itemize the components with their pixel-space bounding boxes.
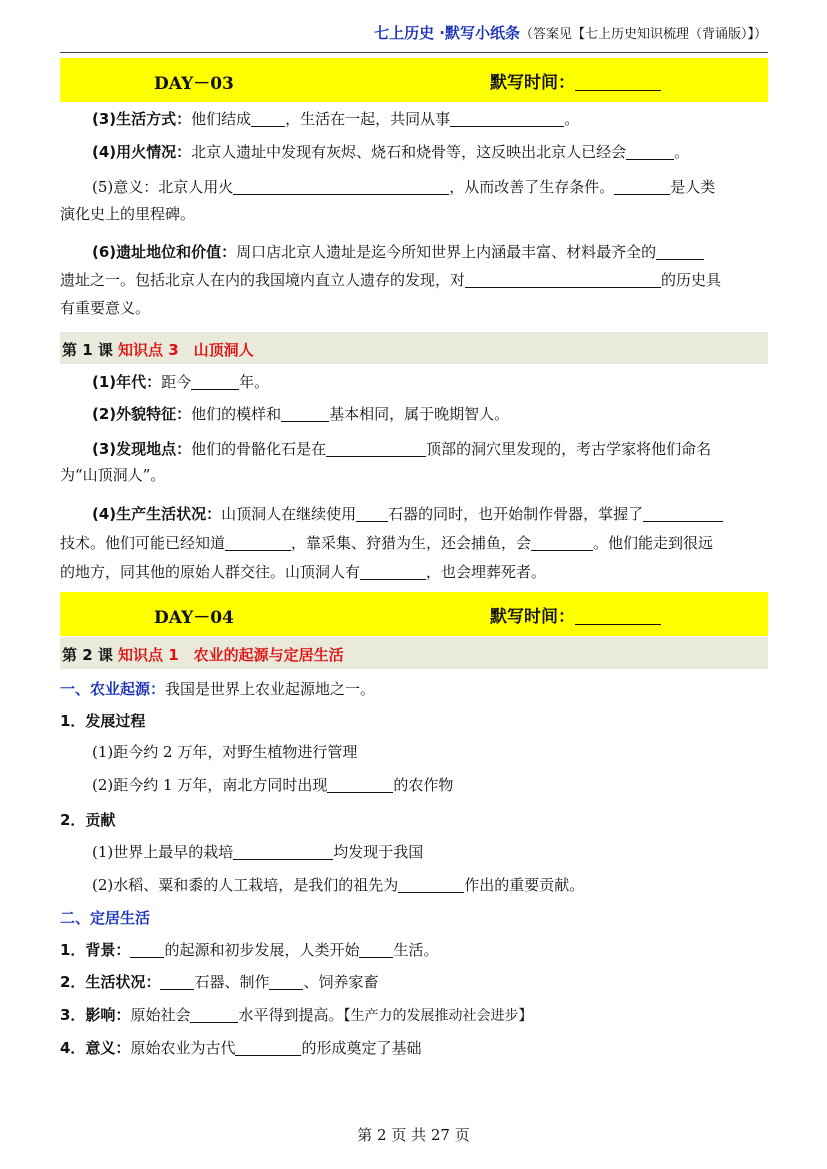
item-text: 。他们能走到很远 <box>593 534 714 552</box>
item-text: 遗址之一。包括北京人在内的我国境内直立人遗存的发现，对 <box>60 271 466 289</box>
item-text: 是人类 <box>670 178 716 196</box>
item-text: (1)世界上最早的栽培 <box>92 843 234 861</box>
item-text: 顶部的洞穴里发现的，考古学家将他们命名 <box>426 440 712 458</box>
dictation-time <box>490 68 661 93</box>
item-site-value <box>92 242 704 262</box>
fill-blank <box>643 506 723 522</box>
item-label: (4)生产生活状况： <box>92 505 222 523</box>
heading-agri-origin <box>60 679 375 699</box>
item-label: 3．影响： <box>60 1006 131 1024</box>
dictation-time-label: 默写时间： <box>490 73 575 93</box>
item-text: 技术。他们可能已经知道 <box>60 534 226 552</box>
item-dev-2 <box>92 775 453 795</box>
dictation-time-blank <box>575 73 661 91</box>
item-contrib-2 <box>92 875 584 895</box>
lesson-title: 知识点 3 山顶洞人 <box>118 341 254 359</box>
item-text: 山顶洞人在继续使用 <box>221 505 357 523</box>
item-text: 他们的模样和 <box>191 405 282 423</box>
item-label: (3)生活方式： <box>92 110 192 128</box>
fill-blank <box>327 777 393 793</box>
fill-blank <box>465 272 661 288</box>
item-text: 。 <box>564 110 580 128</box>
lesson-number: 第 2 课 <box>62 646 113 664</box>
item-text: 作出的重要贡献。 <box>464 876 585 894</box>
fill-blank <box>235 1040 301 1056</box>
fill-blank <box>614 179 670 195</box>
fill-blank <box>326 441 426 457</box>
item-production-life-cont <box>60 533 713 553</box>
item-text: 生活。 <box>393 941 439 959</box>
fill-blank <box>233 179 449 195</box>
item-text: 原始农业为古代 <box>130 1039 236 1057</box>
item-text-continued: 有重要意义。 <box>60 299 151 317</box>
lesson-number: 第 1 课 <box>62 341 113 359</box>
item-significance <box>92 177 715 197</box>
item-note: 【生产力的发展推动社会进步】 <box>343 1008 533 1024</box>
fill-blank <box>130 942 164 958</box>
item-text: 、饲养家畜 <box>303 973 379 991</box>
item-text: 他们的骨骼化石是在 <box>191 440 327 458</box>
item-text: 均发现于我国 <box>333 843 424 861</box>
fill-blank <box>360 564 426 580</box>
item-text-continued: 为“山顶洞人”。 <box>60 466 166 484</box>
item-era <box>92 372 269 392</box>
page-number: 第 2 页 共 27 页 <box>357 1126 470 1144</box>
item-background <box>60 940 438 960</box>
item-text: 他们结成 <box>191 110 252 128</box>
subheading-development: 1．发展过程 <box>60 712 146 730</box>
fill-blank <box>359 942 393 958</box>
header-divider <box>60 52 768 53</box>
fill-blank <box>160 974 194 990</box>
item-label: (6)遗址地位和价值： <box>92 243 237 261</box>
item-site-value-cont <box>60 270 721 290</box>
item-text: 的农作物 <box>393 776 454 794</box>
dictation-time-label: 默写时间： <box>490 607 575 627</box>
item-production-life-cont2 <box>60 562 546 582</box>
section-heading: 一、农业起源： <box>60 680 166 698</box>
item-text: 年。 <box>239 373 270 391</box>
fill-blank <box>269 974 303 990</box>
item-text: 距今 <box>161 373 192 391</box>
item-text: 的地方，同其他的原始人群交往。山顶洞人有 <box>60 563 361 581</box>
item-text: 。 <box>674 143 690 161</box>
item-text: 的形成奠定了基础 <box>301 1039 422 1057</box>
item-impact <box>60 1005 532 1026</box>
item-label: (1)年代： <box>92 373 162 391</box>
header-note: （答案见【七上历史知识梳理（背诵版）】） <box>519 27 767 42</box>
item-text-continued: 演化史上的里程碑。 <box>60 205 196 223</box>
item-text: (2)水稻、粟和黍的人工栽培，是我们的祖先为 <box>92 876 399 894</box>
fill-blank <box>251 111 285 127</box>
fill-blank <box>225 535 291 551</box>
header-title: 七上历史 ·默写小纸条 <box>374 24 520 42</box>
fill-blank <box>450 111 564 127</box>
item-fire-use <box>92 142 689 162</box>
item-discovery-site <box>92 439 711 459</box>
item-text: 石器的同时，也开始制作骨器，掌握了 <box>388 505 644 523</box>
item-label: (2)外貌特征： <box>92 405 192 423</box>
item-label: (4)用火情况： <box>92 143 192 161</box>
day-label: DAY－04 <box>154 608 234 628</box>
item-label: 1．背景： <box>60 941 131 959</box>
fill-blank <box>233 844 333 860</box>
item-text: (5)意义：北京人用火 <box>92 178 234 196</box>
lesson-title: 知识点 1 农业的起源与定居生活 <box>118 646 344 664</box>
heading-settled-life: 二、定居生活 <box>60 909 151 927</box>
item-meaning <box>60 1038 421 1058</box>
day-label: DAY－03 <box>154 74 234 94</box>
item-dev-1: (1)距今约 2 万年，对野生植物进行管理 <box>92 743 358 761</box>
item-text: ，生活在一起，共同从事 <box>285 110 451 128</box>
item-text: 的起源和初步发展，人类开始 <box>164 941 360 959</box>
day-banner-04 <box>60 592 768 636</box>
item-label: (3)发现地点： <box>92 440 192 458</box>
lesson-heading-1 <box>60 332 768 364</box>
day-banner-03 <box>60 58 768 102</box>
dictation-time <box>490 602 661 627</box>
item-text: ，也会埋葬死者。 <box>426 563 547 581</box>
item-label: 4．意义： <box>60 1039 131 1057</box>
page-header <box>0 22 767 43</box>
subheading-contribution: 2．贡献 <box>60 811 116 829</box>
item-label: 2．生活状况： <box>60 973 161 991</box>
item-text: 的历史具 <box>661 271 722 289</box>
item-text: 水平得到提高。 <box>238 1006 344 1024</box>
item-lifestyle <box>92 109 579 129</box>
item-appearance <box>92 404 509 424</box>
item-contrib-1 <box>92 842 423 862</box>
item-text: 我国是世界上农业起源地之一。 <box>165 680 376 698</box>
fill-blank <box>531 535 593 551</box>
fill-blank <box>191 374 239 390</box>
item-text: 石器、制作 <box>194 973 270 991</box>
fill-blank <box>656 244 704 260</box>
item-living-status <box>60 972 378 992</box>
item-text: 北京人遗址中发现有灰烬、烧石和烧骨等，这反映出北京人已经会 <box>191 143 627 161</box>
fill-blank <box>356 506 388 522</box>
fill-blank <box>190 1007 238 1023</box>
item-text: 周口店北京人遗址是迄今所知世界上内涵最丰富、材料最齐全的 <box>236 243 657 261</box>
item-text: ，从而改善了生存条件。 <box>449 178 615 196</box>
fill-blank <box>281 406 329 422</box>
item-text: 基本相同，属于晚期智人。 <box>329 405 510 423</box>
dictation-time-blank <box>575 607 661 625</box>
item-text: 原始社会 <box>130 1006 191 1024</box>
fill-blank <box>626 144 674 160</box>
lesson-heading-2 <box>60 637 768 669</box>
item-text: ，靠采集、狩猎为生，还会捕鱼，会 <box>291 534 532 552</box>
fill-blank <box>398 877 464 893</box>
item-production-life <box>92 504 723 524</box>
item-text: (2)距今约 1 万年，南北方同时出现 <box>92 776 328 794</box>
